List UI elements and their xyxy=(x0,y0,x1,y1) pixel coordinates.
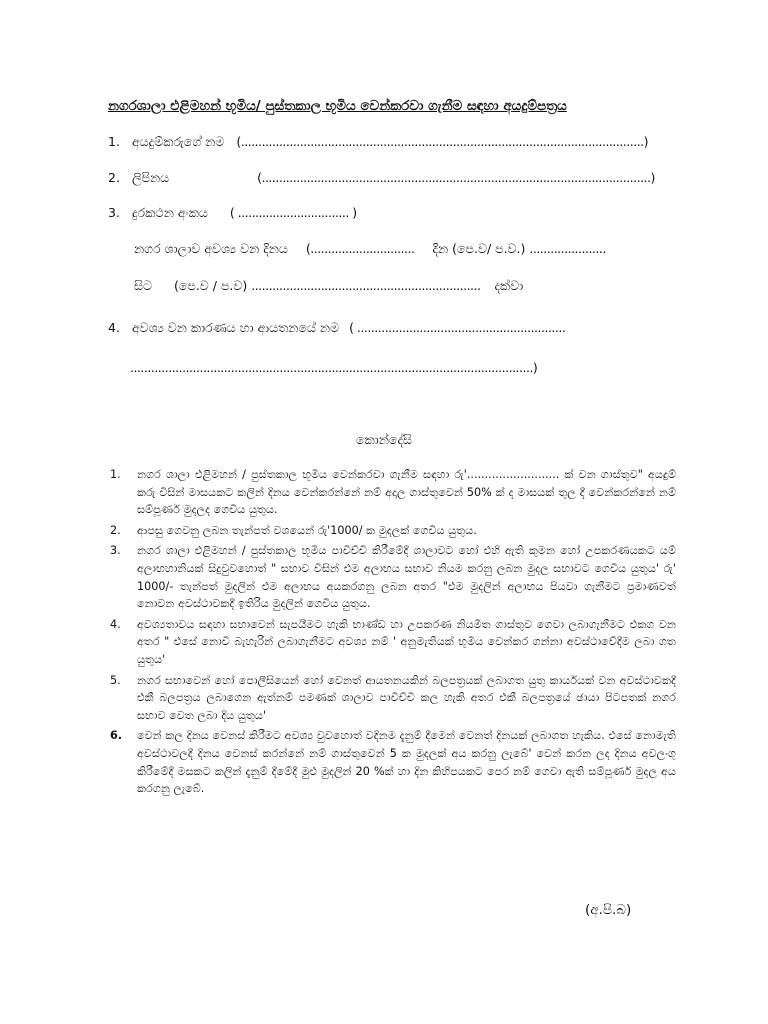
field-purpose-continuation xyxy=(130,360,537,375)
conditions-list xyxy=(110,466,676,801)
field-sub-label: දින (පෙ.ව/ ප.ව.) xyxy=(432,241,526,256)
field-applicant-name xyxy=(108,134,648,150)
field-blank: (................................................................................................................) xyxy=(257,170,655,185)
field-end-label: දක්වා xyxy=(494,278,524,293)
field-purpose xyxy=(108,320,565,336)
condition-text: අවශ්‍යතාවය සඳහා සභාවෙන් සැපයීමට හැකි භාණ්ඩ හා උපකරණ නියමිත ගාස්තුව ගෙවා ලබාගැනීමට එකග වන අතර " එසේ නොවී බැහැරින් ලබාගැනීමට අවශ්‍ය නම් ' අනුමැතියක් භූමිය වෙන්කර ගන්නා අවස්ථාවේදීම ලබා ගත යුතුය' xyxy=(137,617,676,666)
field-label: අයදුම්කරුගේ නම xyxy=(131,134,225,149)
condition-number: 5. xyxy=(110,673,121,687)
condition-number: 4. xyxy=(110,617,121,631)
condition-text: නගර ශාලා එළිමහන් / පුස්තකාල භූමිය වෙන්කරවා ගැනීම සඳහා රු'.......................... ක් වන ගාස්තුව" අයදුම් කරු විසින් මාසයකට කලින් දිනය වෙන්කරන්නේ නම් අදාල ගාස්තුවෙන් 50% ක් ද මාසයක් තුල දී වෙන්කරන්නේ නම් සම්පූර්ණ මුදලද ගෙවිය යුතුය. xyxy=(137,468,676,517)
condition-item xyxy=(110,466,676,519)
document-title: නගරශාලා එළිමහන් භූමිය/ පුස්තකාල භූමිය වෙන්කරවා ගැනීම සඳහා අයදුම්පත්‍රය xyxy=(108,98,567,114)
field-number: 3. xyxy=(108,205,120,220)
field-blank: ( ............................................................ xyxy=(349,320,566,335)
condition-item xyxy=(110,672,676,725)
condition-text: ආපසු ගෙවනු ලබන තැන්පත් වශයෙන් රු'1000/ ක මුදලක් ගෙවිය යුතුය. xyxy=(137,523,477,537)
field-label: නගර ශාලාව අවශ්‍ය වන දිනය xyxy=(134,241,288,256)
field-number: 4. xyxy=(108,320,120,335)
field-label: සිට xyxy=(134,278,152,293)
field-phone xyxy=(108,205,357,221)
field-label: ලිපිනය xyxy=(131,170,170,185)
field-required-date xyxy=(134,241,606,257)
field-blank: (.............................. xyxy=(305,241,415,256)
field-time-from xyxy=(134,278,523,294)
condition-text: නගර ශාලා එළිමහන් / පුස්තකාල භූමිය පාවිච්චි කිරීමේදී ශාලාවට හෝ එහි ඇති කුමන හෝ උපකරණයකට යම් අලාභහානියක් සිදුවුවහොත් " සභාව විසින් එම අලාභය සභාව නියම කරනු ලබන මුදල සභාවට ගෙවිය යුතුය' රු' 1000/- තැන්පත් මුදලින් එම අලාභය අයකරගනු ලබන අතර "එම මුදලින් අලාභය පියවා ගැනීමට ප්‍රමාණවත් නොවන අවස්ථාවකදී ඉතිරිය මුදලින් ගෙවිය යුතුය. xyxy=(137,544,676,611)
condition-number: 3. xyxy=(110,544,121,558)
field-blank: ....................................................................................................................) xyxy=(130,360,538,375)
condition-item xyxy=(110,542,676,612)
field-blank: .................................................................. xyxy=(251,278,481,293)
condition-item xyxy=(110,616,676,669)
field-number: 1. xyxy=(108,134,120,149)
condition-number: 1. xyxy=(110,468,121,481)
field-number: 2. xyxy=(108,170,120,185)
condition-number: 6. xyxy=(110,729,123,743)
field-blank: ...................... xyxy=(529,241,606,256)
condition-item xyxy=(110,727,676,797)
field-label: දුරකථන අංකය xyxy=(131,205,208,220)
condition-number: 2. xyxy=(110,523,121,537)
field-label: අවශ්‍ය වන කාරණය හා ආයතනයේ නම xyxy=(131,320,340,335)
field-sub-label: (පෙ.ව / ප.ව) xyxy=(173,278,248,293)
field-address xyxy=(108,170,655,186)
condition-text: වෙන් කල දිනය වෙනස් කිරීමට අවශ්‍ය වුවහොත් වදිනම දැනුම් දීමෙන් වෙනත් දිනයක් ලබාගත හැකිය. එසේ නොමැති අවස්ථාවලදී දිනය වෙනස් කරන්නේ නම් ගාස්තුවෙන් 5 ක මුදලක් අය කරනු ලැබේ' වෙන් කරන ලද දිනය අවලංගු කිරීමේදී මසකට කලින් දැනුම් දීමේදී මුළු මුදලින් 20 %ක් හා දින කිහිපයකට පෙර නම් ගෙවා ඇති සම්පූර්ණ මුදල අය කරගනු ලැබේ. xyxy=(137,729,676,796)
field-blank: ( ................................ ) xyxy=(229,205,357,220)
conditions-heading: කොන්දේසි xyxy=(356,432,412,447)
condition-text: නගර සභාවෙන් හෝ පොලීසියෙන් හෝ වෙනත් ආයතනයකින් බලපත්‍රයක් ලබාගත යුතු කාර්යයක් වන අවස්ථාවකදී එකී බලපත්‍රය ලබාගෙන ඇත්නම් පමණක් ශාලාව පාවිච්චි කල හැකි අතර එකී බලපත්‍රයේ ඡායා පිටපතක් නගර සභාව වෙත ලබා දිය යුතුය' xyxy=(137,673,676,722)
field-blank: (....................................................................................................................) xyxy=(236,134,649,149)
signature-label: (අ.පි.බ) xyxy=(585,902,632,918)
condition-item xyxy=(110,522,676,540)
